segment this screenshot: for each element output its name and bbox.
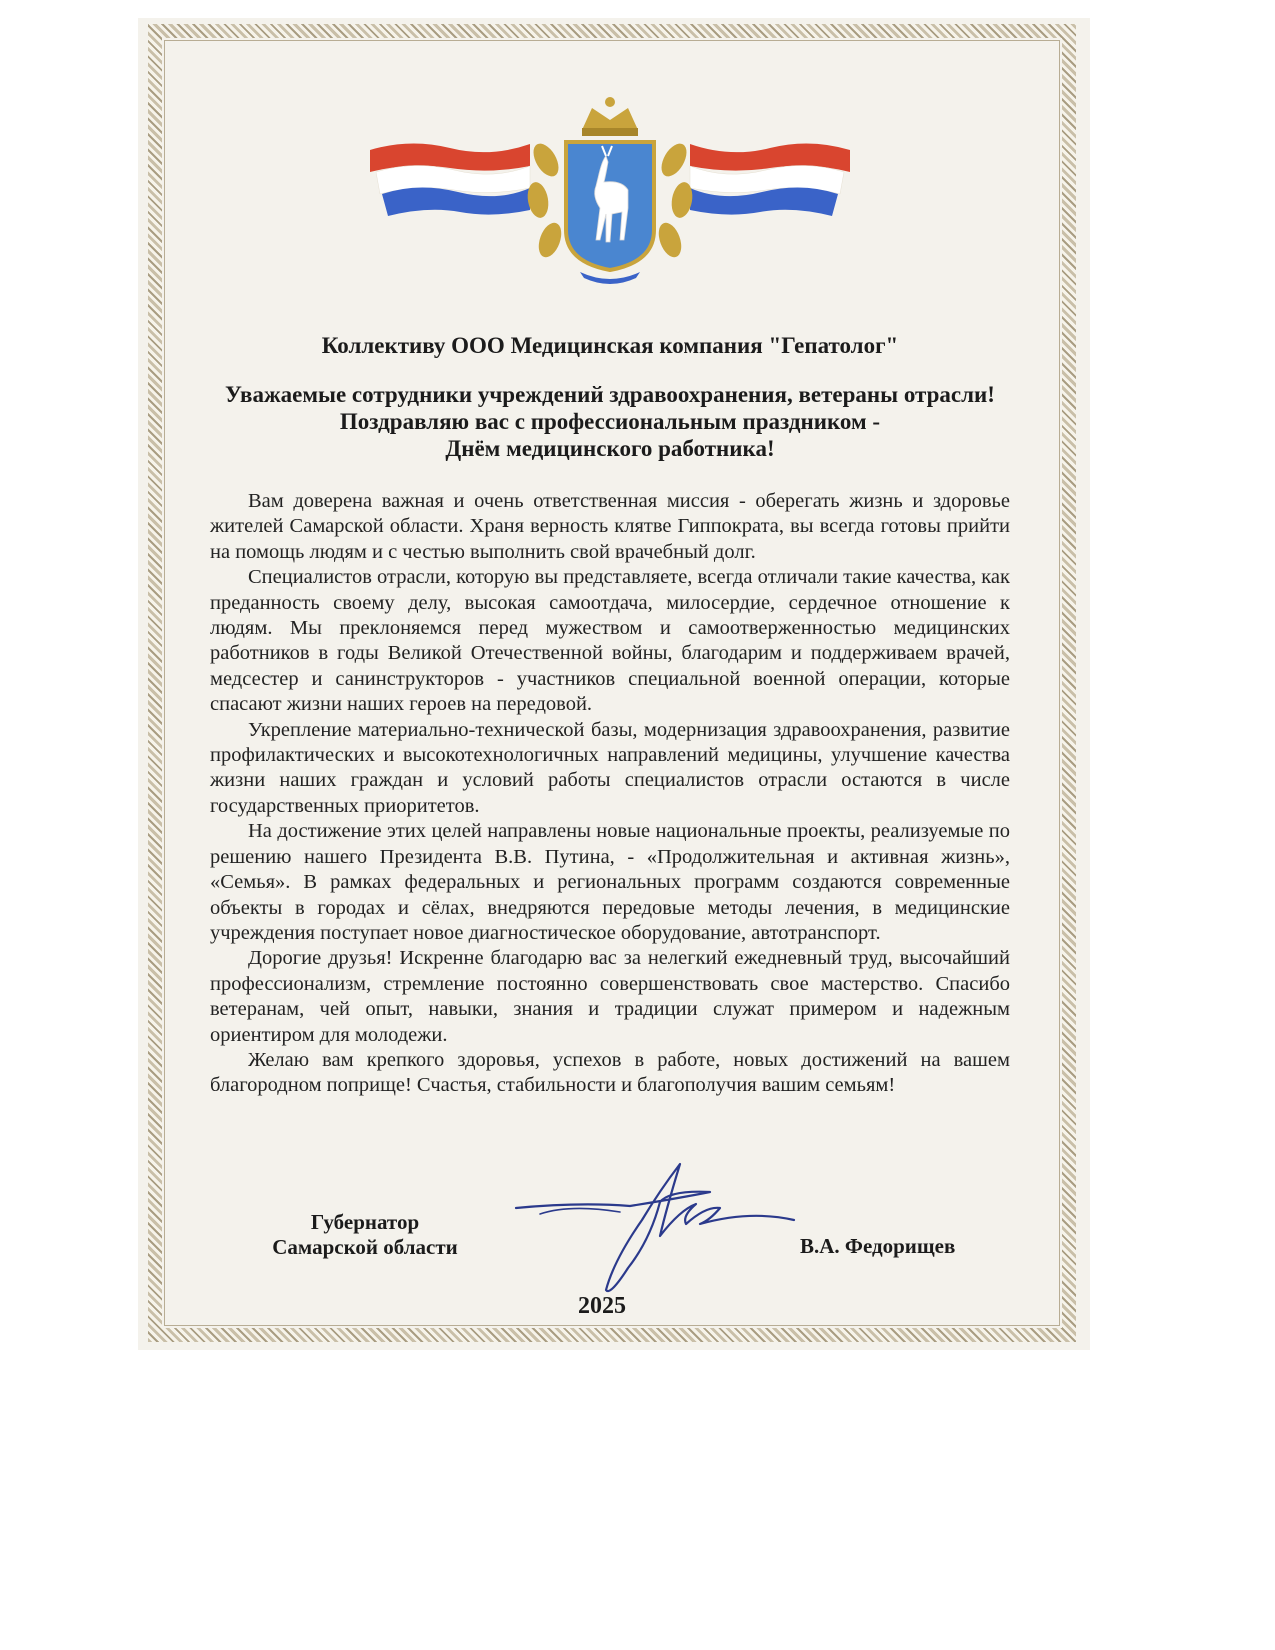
letter-addressee: Коллективу ООО Медицинская компания "Гепатолог" xyxy=(321,333,899,358)
signer-title xyxy=(250,1210,480,1260)
flag-ribbon-right xyxy=(690,143,850,216)
letter-greeting xyxy=(160,381,1060,462)
coat-of-arms-emblem xyxy=(370,90,850,290)
handwritten-signature xyxy=(510,1150,800,1300)
body-paragraph: Вам доверена важная и очень ответственная миссия - оберегать жизнь и здоровье жителей Самарской области. Храня верность клятве Гиппократа, вы всегда готовы прийти на помощь людям и с честью выполнить свой врачебный долг. xyxy=(210,490,1010,563)
letter-body xyxy=(210,489,1010,1099)
greeting-line: Поздравляю вас с профессиональным праздником - xyxy=(339,409,881,434)
body-paragraph: Укрепление материально-технической базы, модернизация здравоохранения, развитие профилактических и высокотехнологичных направлений медицины, улучшение качества жизни наших граждан и условий работы специалистов отрасли остаются в числе государственных приоритетов. xyxy=(210,718,1010,817)
greeting-line: Днём медицинского работника! xyxy=(445,436,775,461)
signer-title-line: Самарской области xyxy=(272,1235,458,1259)
body-paragraph: Специалистов отрасли, которую вы представляете, всегда отличали такие качества, как преданность своему делу, высокая самоотдача, милосердие, сердечное отношение к людям. Мы преклоняемся перед мужеством и самоотверженностью медицинских работников в годы Великой Отечественной войны, благодарим и поддерживаем врачей, медсестер и санинструкторов - участников специальной военной операции, которые спасают жизни наших героев на передовой. xyxy=(210,566,1010,716)
body-paragraph: Дорогие друзья! Искренне благодарю вас за нелегкий ежедневный труд, высочайший профессионализм, стремление постоянно совершенствовать свое мастерство. Спасибо ветеранам, чей опыт, навыки, знания и традиции служат примером и надежным ориентиром для молодежи. xyxy=(210,947,1010,1046)
letter-year: 2025 xyxy=(578,1293,626,1319)
body-paragraph: На достижение этих целей направлены новые национальные проекты, реализуемые по решению нашего Президента В.В. Путина, - «Продолжительная и активная жизнь», «Семья». В рамках федеральных и региональных программ создаются современные объекты в городах и сёлах, внедряются передовые методы лечения, в медицинские учреждения поступает новое диагностическое оборудование, автотранспорт. xyxy=(210,820,1010,944)
signer-title-line: Губернатор xyxy=(310,1210,420,1234)
greeting-line: Уважаемые сотрудники учреждений здравоохранения, ветераны отрасли! xyxy=(225,382,995,407)
crown-icon xyxy=(582,97,638,136)
signer-name: В.А. Федорищев xyxy=(800,1234,956,1258)
flag-ribbon-left xyxy=(370,143,530,216)
body-paragraph: Желаю вам крепкого здоровья, успехов в работе, новых достижений на вашем благородном поприще! Счастья, стабильности и благополучия вашим семьям! xyxy=(210,1048,1010,1097)
